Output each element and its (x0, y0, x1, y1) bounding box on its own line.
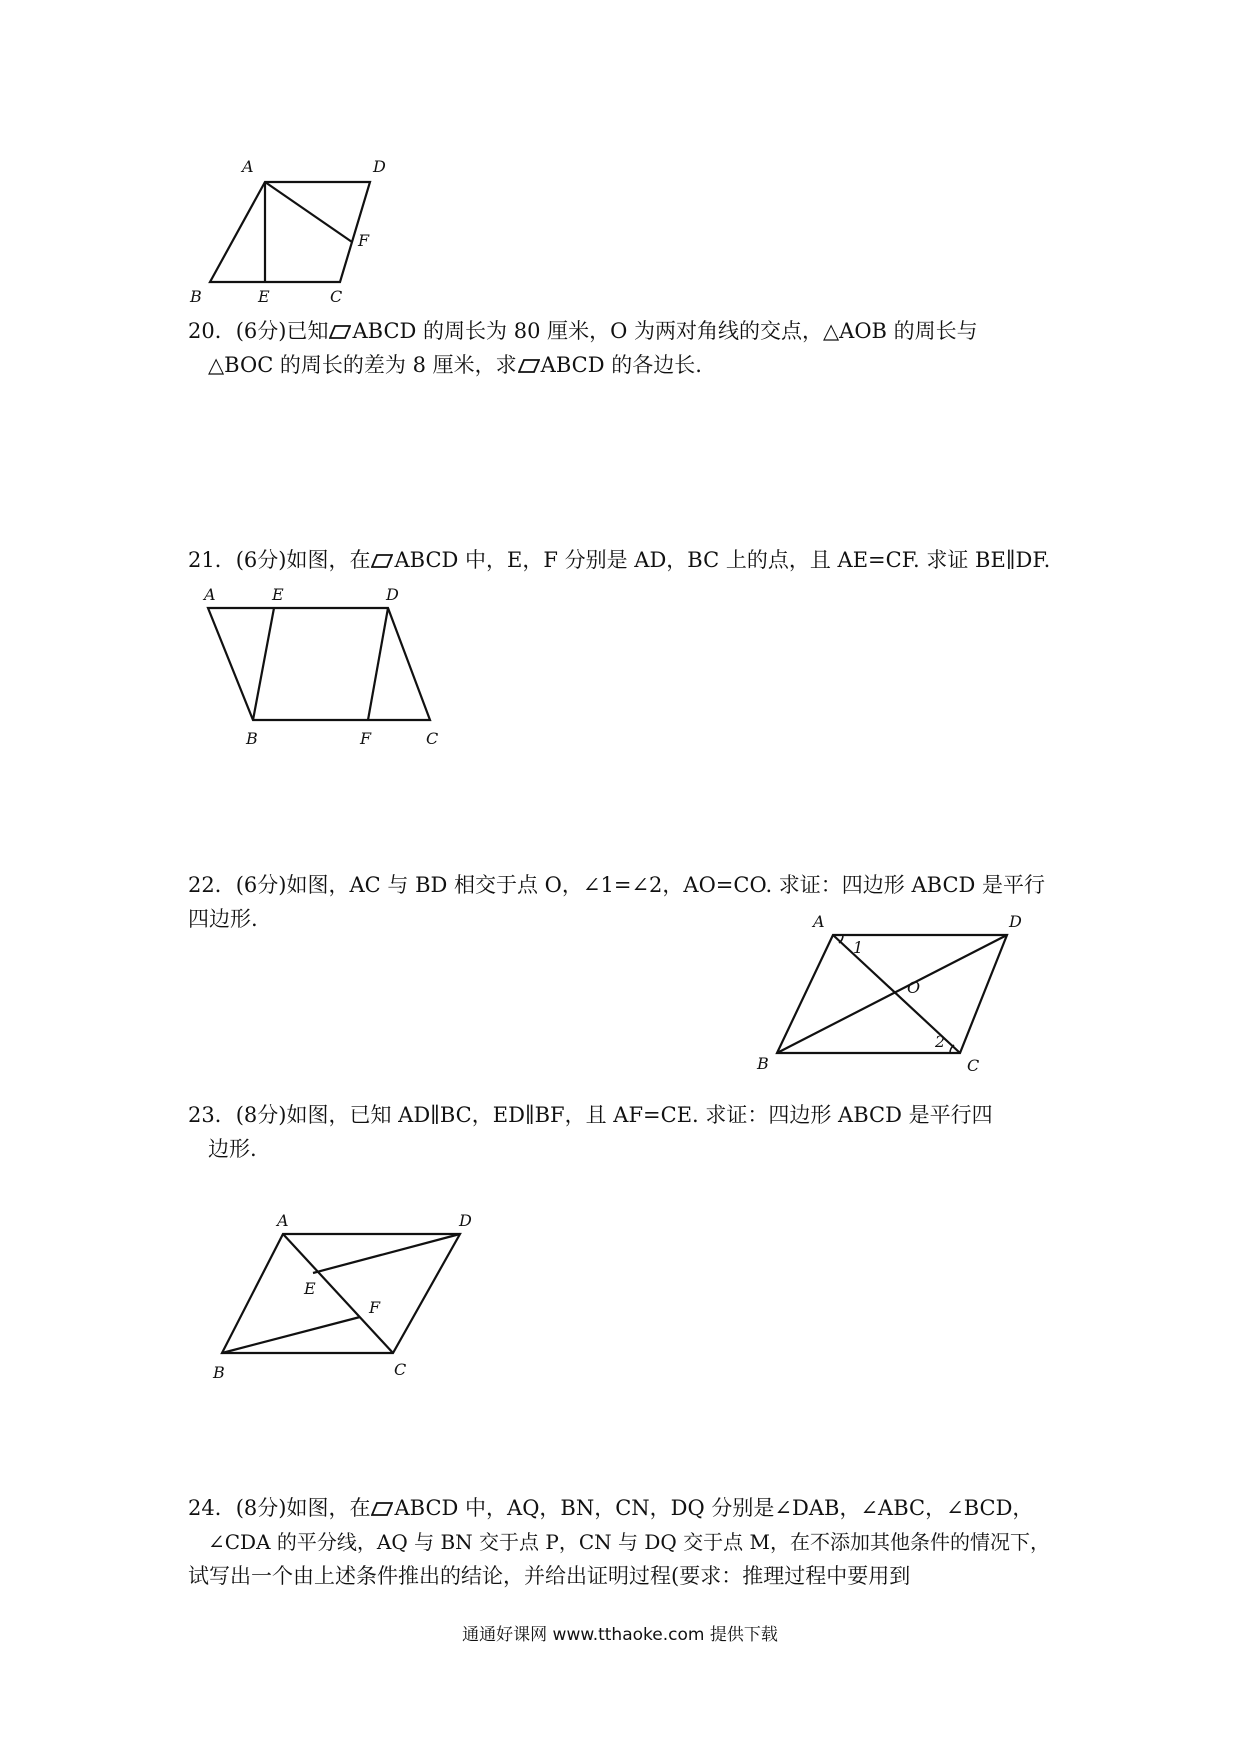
label-e: E (272, 585, 284, 604)
question-20-line2: △BOC 的周长的差为 8 厘米，求 ABCD 的各边长. (208, 353, 702, 377)
figure-q22 (755, 905, 1055, 1075)
parallelogram-abcd (222, 1234, 460, 1353)
question-24-line3: 试写出一个由上述条件推出的结论，并给出证明过程(要求：推理过程中要用到 (188, 1564, 911, 1588)
label-1: 1 (853, 938, 864, 957)
label-e: E (258, 287, 270, 306)
label-b: B (213, 1363, 225, 1382)
question-number: 23． (188, 1103, 236, 1127)
segment-af (265, 182, 352, 242)
label-b: B (246, 729, 258, 748)
label-b: B (190, 287, 202, 306)
label-c: C (330, 287, 343, 306)
label-e: E (304, 1279, 316, 1298)
question-number: 21． (188, 548, 236, 572)
label-2: 2 (935, 1032, 946, 1051)
figure-q21 (190, 580, 450, 755)
angle-2-arc (950, 1045, 954, 1053)
diagonal-ac (283, 1234, 393, 1353)
question-23: 23．(8分)如图，已知 AD∥BC，ED∥BF，且 AF=CE. 求证：四边形 ABCD 是平行四 (188, 1103, 993, 1127)
question-20: 20．(6分)已知 ABCD 的周长为 80 厘米，O 为两对角线的交点，△AOB 的周长与 (188, 319, 978, 343)
question-24-line2: ∠CDA 的平分线，AQ 与 BN 交于点 P，CN 与 DQ 交于点 M，在不添加其他条件的情况下， (208, 1530, 1050, 1554)
diagonal-bd (777, 935, 1007, 1053)
question-22: 22．(6分)如图，AC 与 BD 相交于点 O，∠1=∠2，AO=CO. 求证：四边形 ABCD 是平行 (188, 873, 1046, 897)
label-f: F (369, 1298, 381, 1317)
label-a: A (813, 912, 825, 931)
question-score: (6分) (235, 319, 287, 343)
parallelogram-symbol-icon (371, 1501, 393, 1517)
label-d: D (373, 157, 386, 176)
label-d: D (459, 1211, 472, 1230)
question-22-line2: 四边形. (188, 907, 258, 931)
segment-df (368, 608, 388, 720)
question-score: (6分) (235, 548, 287, 572)
question-23-line2: 边形. (208, 1137, 257, 1161)
parallelogram-abcd (210, 182, 370, 282)
segment-bf (222, 1317, 360, 1353)
parallelogram-symbol-icon (329, 324, 351, 340)
question-number: 20． (188, 319, 236, 343)
figure-q23 (205, 1200, 495, 1385)
question-21: 21．(6分)如图，在 ABCD 中，E，F 分别是 AD，BC 上的点，且 AE=CF. 求证 BE∥DF. (188, 548, 1051, 572)
label-a: A (204, 585, 216, 604)
label-o: O (907, 978, 921, 997)
parallelogram-symbol-icon (371, 553, 393, 569)
label-f: F (360, 729, 372, 748)
label-a: A (277, 1211, 289, 1230)
angle-1-arc (839, 935, 843, 943)
label-c: C (394, 1360, 407, 1379)
label-b: B (757, 1054, 769, 1073)
question-score: (8分) (235, 1496, 287, 1520)
parallelogram-abcd (208, 608, 430, 720)
label-d: D (1009, 912, 1022, 931)
label-c: C (426, 729, 439, 748)
label-c: C (967, 1056, 980, 1075)
question-score: (6分) (235, 873, 287, 897)
label-f: F (358, 231, 370, 250)
segment-be (253, 608, 274, 720)
question-24: 24．(8分)如图，在 ABCD 中，AQ，BN，CN，DQ 分别是∠DAB，∠ABC，∠BCD， (188, 1496, 1034, 1520)
page-footer: 通通好课网 www.tthaoke.com 提供下载 (462, 1625, 778, 1645)
question-number: 22． (188, 873, 236, 897)
segment-ed (313, 1234, 460, 1273)
label-d: D (386, 585, 399, 604)
label-a: A (242, 157, 254, 176)
question-number: 24． (188, 1496, 236, 1520)
figure-q19 (180, 150, 440, 310)
parallelogram-symbol-icon (518, 358, 540, 374)
question-score: (8分) (235, 1103, 287, 1127)
